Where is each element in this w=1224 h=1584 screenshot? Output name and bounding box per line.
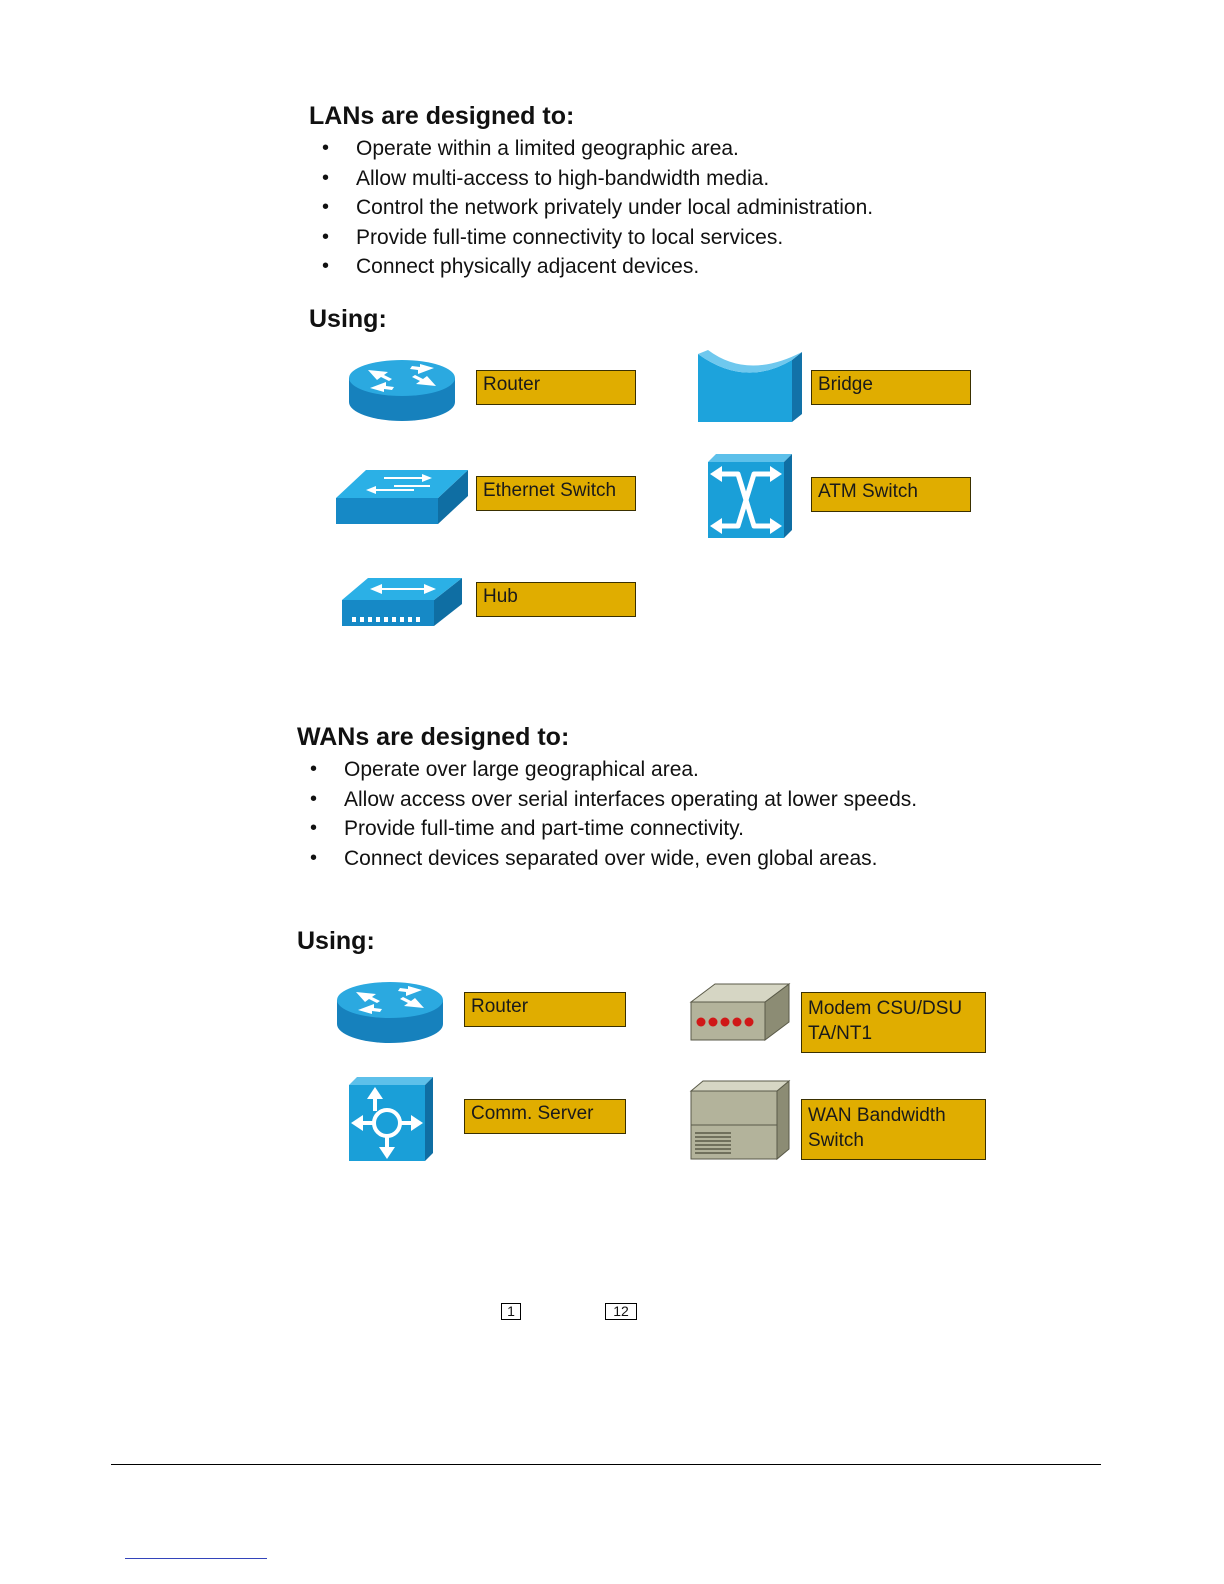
- lan-using-heading: Using:: [309, 305, 387, 333]
- wan-comm-server-label: Comm. Server: [464, 1099, 626, 1134]
- list-item: • Connect devices separated over wide, even global areas.: [297, 844, 917, 874]
- wan-using-heading: Using:: [297, 927, 375, 955]
- wan-heading: WANs are designed to:: [297, 723, 570, 751]
- footer-divider: [111, 1464, 1101, 1465]
- wan-bandwidth-switch-label: [801, 1099, 986, 1160]
- list-item: • Provide full-time connectivity to local services.: [309, 223, 873, 253]
- footnote-ref[interactable]: 1: [501, 1303, 521, 1320]
- hub-icon: [340, 576, 464, 628]
- wan-bandwidth-switch-label-line1: WAN Bandwidth: [808, 1105, 946, 1126]
- wan-modem-label-line2: TA/NT1: [808, 1023, 873, 1044]
- footnote-ref[interactable]: 12: [605, 1303, 637, 1320]
- router-icon: [346, 358, 458, 424]
- list-item: • Allow multi-access to high-bandwidth media.: [309, 164, 873, 194]
- lan-heading: LANs are designed to:: [309, 102, 575, 130]
- wan-bullet-list: [297, 755, 917, 873]
- wan-modem-label: [801, 992, 986, 1053]
- list-item: • Control the network privately under local administration.: [309, 193, 873, 223]
- lan-atm-switch-label: ATM Switch: [811, 477, 971, 512]
- lan-bridge-label: Bridge: [811, 370, 971, 405]
- wan-switch-icon: [689, 1079, 793, 1161]
- list-item: • Provide full-time and part-time connectivity.: [297, 814, 917, 844]
- list-item: • Connect physically adjacent devices.: [309, 252, 873, 282]
- lan-bullet-list: [309, 134, 873, 282]
- lan-hub-label: Hub: [476, 582, 636, 617]
- lan-router-label: Router: [476, 370, 636, 405]
- wan-bandwidth-switch-label-line2: Switch: [808, 1130, 864, 1151]
- wan-modem-label-line1: Modem CSU/DSU: [808, 998, 963, 1019]
- comm-server-icon: [347, 1075, 435, 1163]
- list-item: • Operate within a limited geographic area.: [309, 134, 873, 164]
- ethernet-switch-icon: [334, 468, 470, 526]
- atm-switch-icon: [706, 452, 794, 540]
- modem-icon: [689, 982, 793, 1042]
- router-icon: [334, 980, 446, 1046]
- bridge-icon: [696, 350, 804, 424]
- list-item: • Allow access over serial interfaces operating at lower speeds.: [297, 785, 917, 815]
- footer-link-underline: [125, 1558, 267, 1559]
- lan-ethernet-switch-label: Ethernet Switch: [476, 476, 636, 511]
- wan-router-label: Router: [464, 992, 626, 1027]
- list-item: • Operate over large geographical area.: [297, 755, 917, 785]
